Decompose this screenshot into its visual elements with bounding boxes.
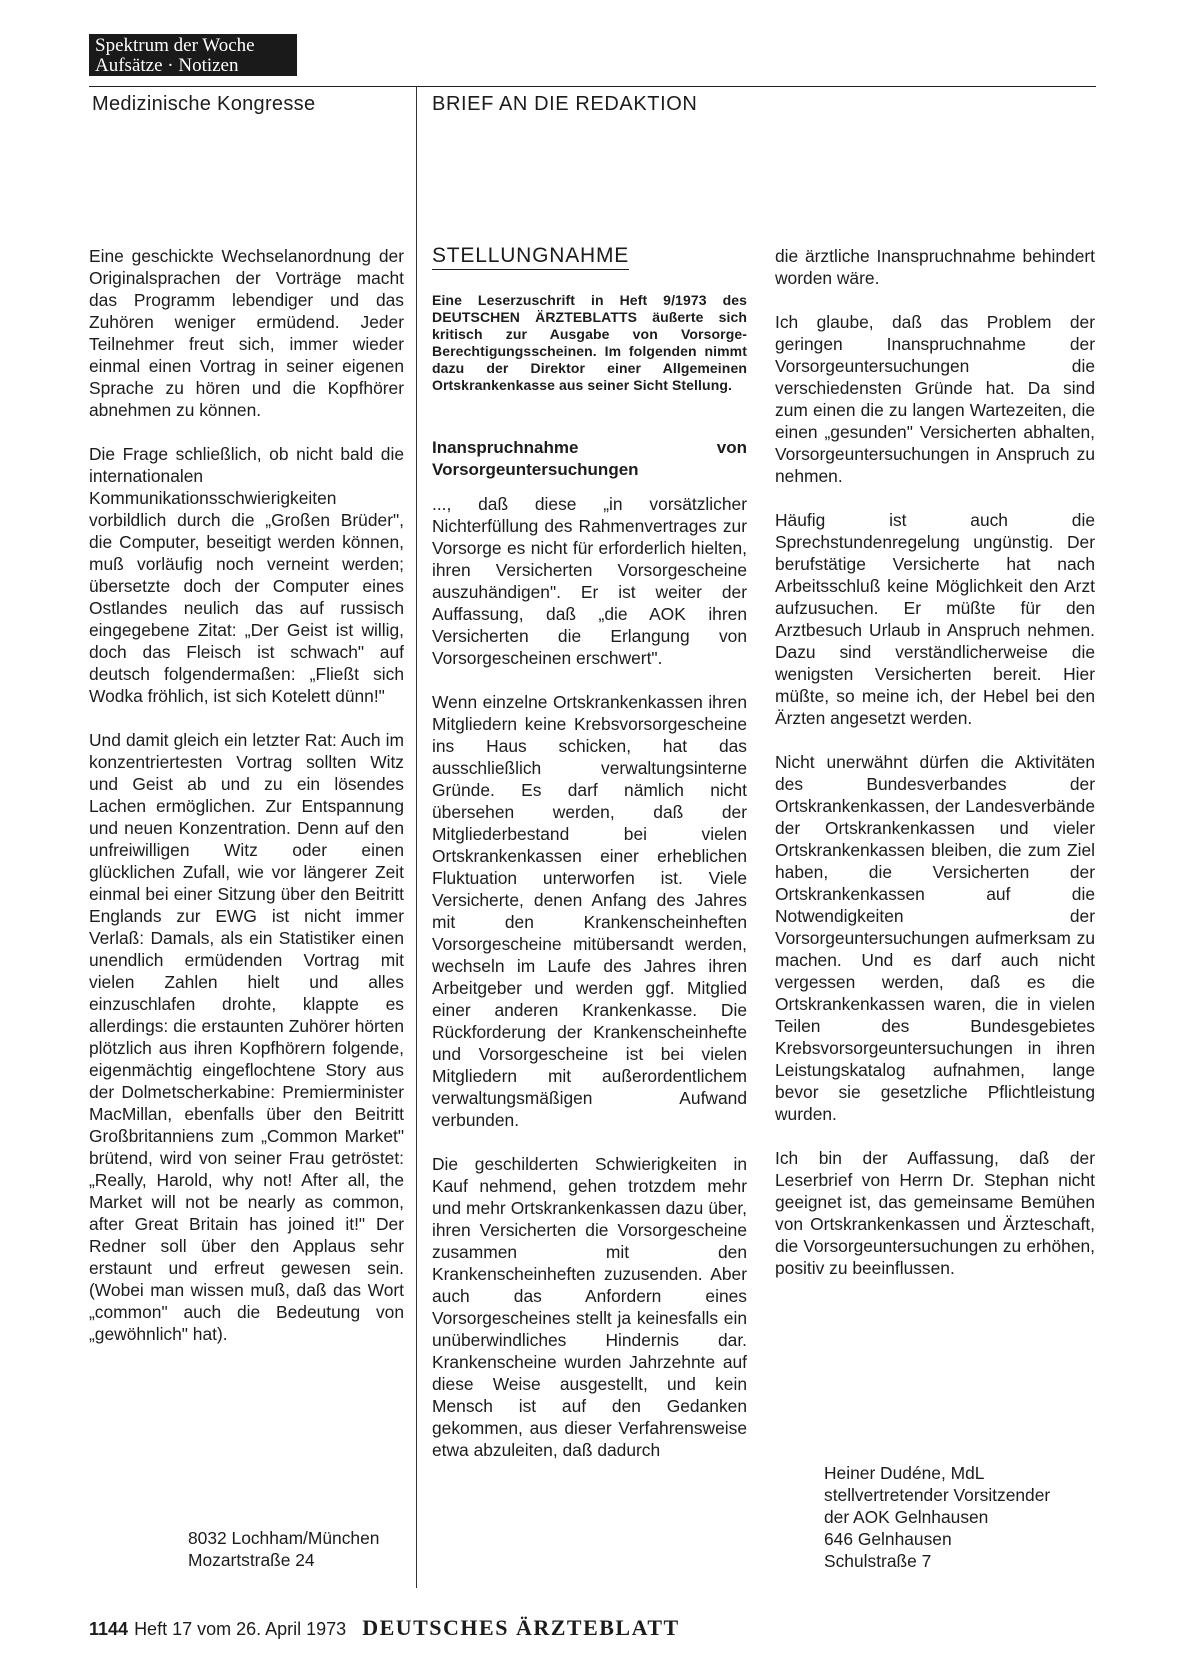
paragraph: Häufig ist auch die Sprechstundenregelung ungünstig. Der berufstätige Versicherte hat nach Arbeitsschluß keine Möglichkeit den Arzt aufzusuchen. Er müßte für den Arztbesuch Urlaub in Anspruch nehmen. Dazu sind verständlicherweise die wenigsten Versicherten bereit. Hier müßte, so meine ich, der Hebel bei den Ärzten angesetzt werden. [775,510,1095,728]
author-address [188,1527,379,1571]
section-title-left: Medizinische Kongresse [92,93,316,115]
issue-info: Heft 17 vom 26. April 1973 [134,1619,347,1639]
article-subheading: Inanspruchnahme von Vorsorgeuntersuchungen [432,438,747,479]
signature-line: Heiner Dudéne, MdL [824,1463,985,1483]
paragraph: Und damit gleich ein letzter Rat: Auch im konzentriertesten Vortrag sollten Witz und Geist ab und zu ein lösendes Lachen ermöglichen. Zur Entspannung und neuen Konzentration. Denn auf den unfreiwilligen Witz oder einen glücklichen Zufall, wie vor längerer Zeit einmal bei einer Sitzung über den Beitritt Englands zur EWG ist nicht immer Verlaß: Damals, als ein Statistiker einen unendlich ermüdenden Vortrag mit vielen Zahlen hielt und alles einzuschlafen drohte, klappte es allerdings: die erstaunten Zuhörer hörten plötzlich aus ihren Kopfhörern folgende, eigenmächtig eingeflochtene Story aus der Dolmetscherkabine: Premierminister MacMillan, ebenfalls über den Beitritt Großbritanniens zum „Common Market" brütend, wird von seiner Frau getröstet: „Really, Harold, why not! After all, the Market will not be nearly as common, after Great Britain has joined it!" Der Redner soll über den Applaus sehr erstaunt und erfreut gewesen sein. (Wobei man wissen muß, daß das Wort „common" auch die Bedeutung von „gewöhnlich" hat). [89,730,404,1344]
article-heading: STELLUNGNAHME [432,245,629,270]
page-number: 1144 [89,1619,129,1639]
paragraph: ..., daß diese „in vorsätzlicher Nichterfüllung des Rahmenvertrages zur Vorsorge es nicht für erforderlich hielten, ihren Versicherten Vorsorgescheine auszuhändigen". Er ist weiter der Auffassung, daß „die AOK ihren Versicherten die Erlangung von Vorsorgescheinen erschwert". [432,494,747,668]
paragraph: Nicht unerwähnt dürfen die Aktivitäten des Bundesverbandes der Ortskrankenkassen, der Landesverbände der Ortskrankenkassen und vieler Ortskrankenkassen bleiben, die zum Ziel haben, die Versicherten der Ortskrankenkassen auf die Notwendigkeiten der Vorsorgeuntersuchungen aufmerksam zu machen. Und es darf auch nicht vergessen werden, daß es die Ortskrankenkassen waren, die in vielen Teilen des Bundesgebietes Krebsvorsorgeuntersuchungen in ihren Leistungskatalog aufnahmen, lange bevor sie gesetzliche Pflichtleistung wurden. [775,752,1095,1124]
journal-name: DEUTSCHES ÄRZTEBLATT [362,1615,680,1640]
right-column [775,245,1095,1279]
middle-column [432,245,747,1461]
paragraph: Eine geschickte Wechselanordnung der Originalsprachen der Vorträge macht das Programm lebendiger und das Zuhören weniger ermüdend. Jeder Teilnehmer freut sich, immer wieder einmal einen Vortrag in seiner eigenen Sprache zu hören und die Kopfhörer abnehmen zu können. [89,246,404,420]
paragraph: Wenn einzelne Ortskrankenkassen ihren Mitgliedern keine Krebsvorsorgescheine ins Haus schicken, hat das ausschließlich verwaltungsinterne Gründe. Es darf nämlich nicht übersehen werden, daß der Mitgliederbestand bei vielen Ortskrankenkassen einer erheblichen Fluktuation unterworfen ist. Viele Versicherte, denen Anfang des Jahres mit den Krankenscheinheften Vorsorgescheine mitübersandt werden, wechseln im Laufe des Jahres ihren Arbeitgeber und werden ggf. Mitglied einer anderen Krankenkasse. Die Rückforderung der Krankenscheinhefte und Vorsorgescheine ist bei vielen Mitgliedern mit außerordentlichem verwaltungsmäßigen Aufwand verbunden. [432,692,747,1130]
paragraph: die ärztliche Inanspruchnahme behindert worden wäre. [775,246,1095,288]
signature-block [824,1462,1050,1572]
badge-line-1: Spektrum der Woche [95,35,255,56]
signature-line: 646 Gelnhausen [824,1529,952,1549]
page-footer [89,1615,680,1641]
top-rule [89,86,1096,87]
paragraph: Ich bin der Auffassung, daß der Leserbrief von Herrn Dr. Stephan nicht geeignet ist, das gemeinsame Bemühen von Ortskrankenkassen und Ärzteschaft, die Vorsorgeuntersuchungen zu erhöhen, positiv zu beeinflussen. [775,1148,1095,1278]
article-lead: Eine Leserzuschrift in Heft 9/1973 des DEUTSCHEN ÄRZTEBLATTS äußerte sich kritisch zur Ausgabe von Vorsorge-Berechtigungsscheinen. Im folgenden nimmt dazu der Direktor einer Allgemeinen Ortskrankenkasse aus seiner Sicht Stellung. [432,292,747,393]
address-line: Mozartstraße 24 [188,1550,315,1570]
signature-line: Schulstraße 7 [824,1551,932,1571]
left-column [89,245,404,1345]
paragraph: Die Frage schließlich, ob nicht bald die internationalen Kommunikationsschwierigkeiten vorbildlich durch die „Großen Brüder", die Computer, beseitigt werden können, muß vorläufig noch verneint werden; übersetzte doch der Computer eines Ostlandes neulich das auf russisch eingegebene Zitat: „Der Geist ist willig, doch das Fleisch ist schwach" auf deutsch folgendermaßen: „Fließt sich Wodka fröhlich, ist sich Kotelett dünn!" [89,444,404,706]
paragraph: Die geschilderten Schwierigkeiten in Kauf nehmend, gehen trotzdem mehr und mehr Ortskrankenkassen dazu über, ihren Versicherten die Vorsorgescheine zusammen mit den Krankenscheinheften zuzusenden. Aber auch das Anfordern eines Vorsorgescheines stellt ja keinesfalls ein unüberwindliches Hindernis dar. Krankenscheine wurden Jahrzehnte auf diese Weise ausgestellt, und kein Mensch ist auf den Gedanken gekommen, aus dieser Verfahrensweise etwa abzuleiten, daß dadurch [432,1154,747,1460]
badge-line-2: Aufsätze · Notizen [95,55,239,76]
address-line: 8032 Lochham/München [188,1528,380,1548]
section-badge [89,34,297,76]
paragraph: Ich glaube, daß das Problem der geringen Inanspruchnahme der Vorsorgeuntersuchungen die verschiedensten Gründe hat. Da sind zum einen die zu langen Wartezeiten, die einen „gesunden" Versicherten abhalten, Vorsorgeuntersuchungen in Anspruch zu nehmen. [775,312,1095,486]
column-divider [416,86,417,1588]
signature-line: stellvertretender Vorsitzender [824,1485,1051,1505]
signature-line: der AOK Gelnhausen [824,1507,989,1527]
section-title-right: BRIEF AN DIE REDAKTION [432,93,698,115]
